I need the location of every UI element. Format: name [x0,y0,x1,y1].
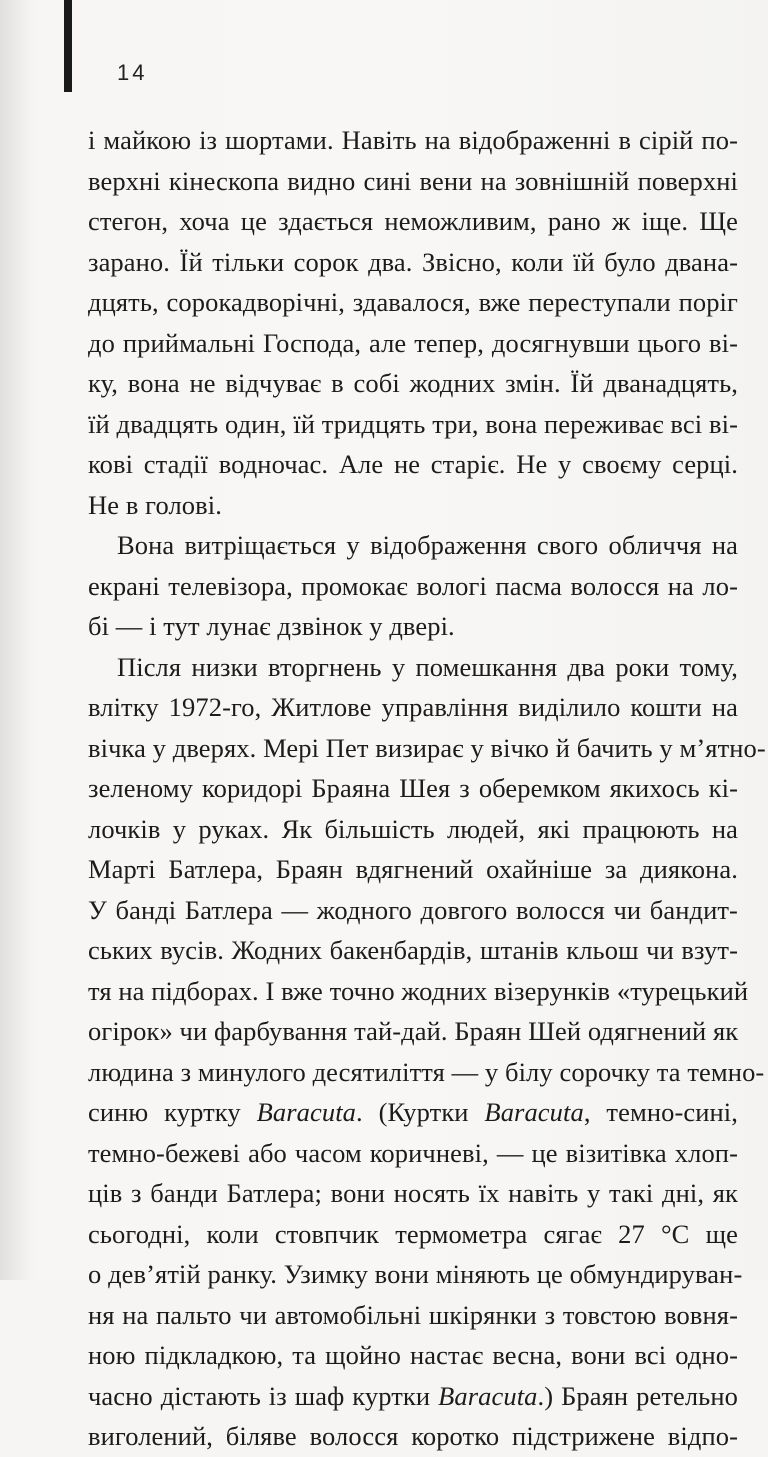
text-line: вічка у дверях. Мері Пет визирає у вічко й бачить у м’ятно- [88,732,766,763]
text-line: ських вусів. Жодних бакенбардів, штанів кльош чи взут- [88,935,738,965]
text-line: ку, вона не відчуває в собі жодних змін. Їй дванадцять, [88,368,738,398]
text-line: Не в голові. [88,489,222,520]
text-line: темно-бежеві або часом коричневі, — це візитівка хлоп- [88,1137,738,1168]
text-line: о дев’ятій ранку. Узимку вони міняють це обмундируван- [88,1259,743,1289]
text-line: зеленому коридорі Браяна Шея з оберемком якихось кі- [88,773,738,803]
text-run: синю куртку [88,1097,257,1127]
page-edge-mark [64,0,72,92]
text-line: влітку 1972-го, Житлове управління виділило кошти на [88,692,738,722]
brand-name-italic: Baracuta [438,1380,538,1411]
text-run: . (Куртки [356,1097,485,1127]
text-line: тя на підборах. І вже точно жодних візерунків «турецький [88,975,749,1006]
page-number: 14 [117,60,148,85]
text-line: і майкою із шортами. Навіть на відображенні в сірій по- [88,125,738,155]
text-run: .) Браян ретельно [537,1380,738,1411]
text-line [88,1376,738,1417]
text-line: дцять, сорокадворічні, здавалося, вже переступали поріг [88,287,738,317]
text-line: ною підкладкою, та щойно настає весна, вони всі одно- [88,1340,738,1370]
text-line: сьогодні, коли стовпчик термометра сягає 27 °C ще [88,1218,738,1249]
text-line: ня на пальто чи автомобільні шкірянки з товстою вовня- [88,1299,738,1330]
text-run: , темно-сині, [583,1097,738,1127]
text-run: часно дістають із шаф куртки [88,1380,439,1411]
text-line: екрані телевізора, промокає вологі пасма волосся на ло- [88,570,738,601]
text-line: кові стадії водночас. Але не старіє. Не у своєму серці. [88,449,738,479]
text-line: ців з банди Батлера; вони носять їх навіть у такі дні, як [88,1178,738,1208]
spine-shadow [0,0,30,1280]
text-line: У банді Батлера — жодного довгого волосся чи бандит- [88,894,738,925]
text-line: огірок» чи фарбування тай-дай. Браян Шей одягнений як [88,1016,739,1046]
text-line: бі — і тут лунає дзвінок у двері. [88,611,455,641]
text-line: Марті Батлера, Браян вдягнений охайніше за диякона. [88,854,738,884]
text-line: до приймальні Господа, але тепер, досягнувши цього ві- [88,327,738,358]
body-text [88,120,766,1457]
text-line: людина з минулого десятиліття — у білу сорочку та темно- [88,1056,765,1087]
text-line: зарано. Їй тільки сорок два. Звісно, коли їй було двана- [88,246,738,277]
text-line: стегон, хоча це здається неможливим, рано ж іще. Ще [88,206,738,236]
text-line [88,1092,738,1133]
text-line: лочків у руках. Як більшість людей, які працюють на [88,813,738,844]
text-line: верхні кінескопа видно сині вени на зовнішній поверхні [88,165,738,196]
brand-name-italic: Baracuta [256,1097,357,1127]
brand-name-italic: Baracuta [484,1097,584,1127]
text-line: Після низки вторгнень у помешкання два роки тому, [117,651,738,682]
text-line: їй двадцять один, їй тридцять три, вона переживає всі ві- [88,408,738,439]
text-line: виголений, біляве волосся коротко підстрижене відпо- [88,1421,738,1451]
text-line: Вона витріщається у відображення свого обличчя на [117,530,738,560]
